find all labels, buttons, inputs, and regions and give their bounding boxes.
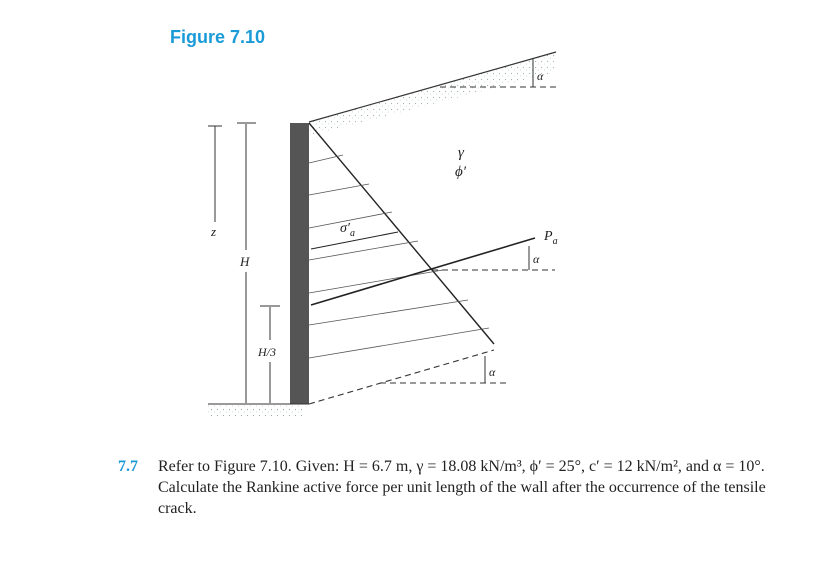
retaining-wall — [290, 123, 309, 404]
backfill-surface-stipple — [309, 52, 556, 136]
z-label: z — [211, 224, 217, 239]
pa-label: $P_a$ — [544, 229, 558, 247]
h3-label: H/3 — [258, 345, 276, 359]
problem-number: 7.7 — [118, 458, 138, 475]
bottom-slope-dashed-line — [309, 350, 494, 404]
active-force-line — [311, 238, 535, 305]
phi-label: ϕ′ — [455, 164, 467, 180]
problem-statement — [118, 456, 778, 519]
alpha-bottom-label: α — [489, 365, 496, 379]
pressure-hatch-lines — [309, 155, 489, 358]
problem-text: Refer to Figure 7.10. Given: H = 6.7 m, γ = 18.08 kN/m³, ϕ′ = 25°, c′ = 12 kN/m², and α = 10°. Calculate the Rankine active force per unit length of the wall after the occurrence of the tensile crack. — [158, 458, 766, 517]
backfill-surface-line — [309, 52, 556, 122]
sigma-a-label: $\sigma'_a$ — [340, 221, 355, 239]
h-label: H — [240, 254, 250, 269]
figure-title: Figure 7.10 — [170, 27, 266, 47]
alpha-top-label: α — [537, 69, 544, 83]
gamma-label: γ — [458, 145, 464, 161]
base-ground-stipple — [208, 404, 304, 416]
alpha-mid-label: α — [533, 252, 540, 266]
